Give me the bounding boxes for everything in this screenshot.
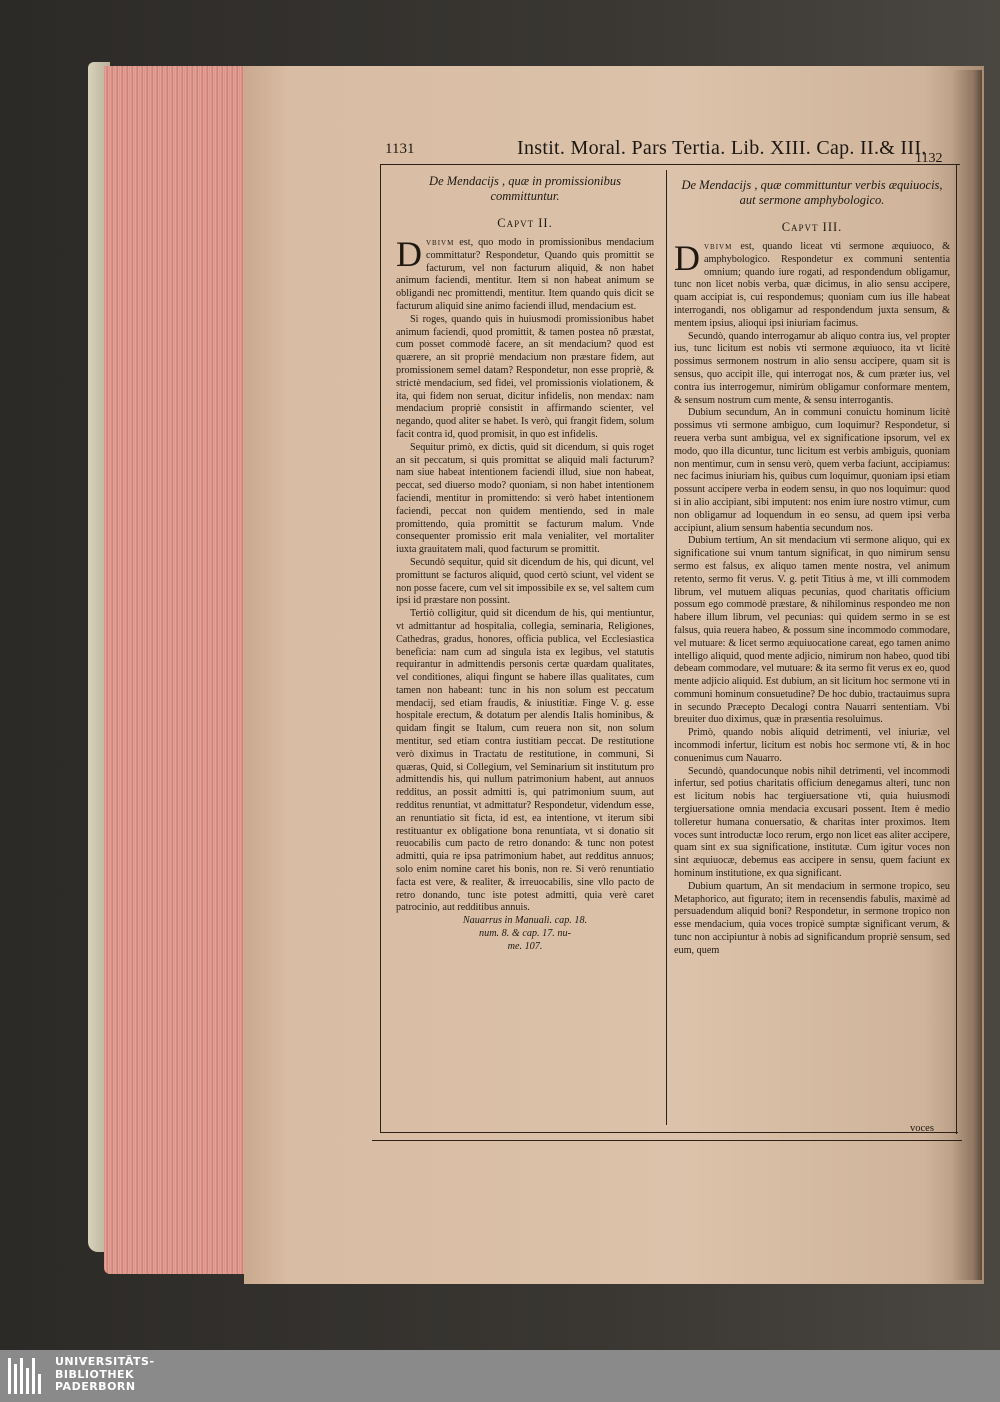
left-page-number: 1131 xyxy=(385,141,415,157)
drop-capital: D xyxy=(674,238,700,278)
opening-word: vbivm xyxy=(704,241,733,252)
library-name-line: PADERBORN xyxy=(55,1380,136,1393)
paragraph: Tertiò colligitur, quid sit dicendum de his, qui mentiuntur, vt admittantur ad hospitalia, collegia, seminaria, Religiones, Cathedras, gradus, honores, officia publica, vel Ecclesiastica beneficia: nam cum ad singula ista ex legibus, vel statutis requirantur in admittendis personis certæ quædam qualitates, vel conditiones, aliqui fingunt se habere illas qualitates, cum tamen non habeant: tunc in his non solum est peccatum mendacij, sed etiam fraudis, & iniustitiæ. Finge V. g. esse hospitale erectum, & dotatum per alendis Italis hominibus, & quidam fingit se Italum, cum reuera non sit, non solum mentitur, sed etiam contra iustitiam peccat. De restitutione verò diximus in Tractatu de restitutione, in communi, Si quæras, Quid, si Collegium, vel Seminarium sit institutum pro admittendis his, qui nullum patrimonium habent, aut annuos redditus, an possit admitti is, qui patrimonium suum, aut redditus renuntiat, vt admittatur? Respondetur, videndum esse, an renuntiatio sit ficta, id est, ea intentione, vt iterum sibi restituantur ex obligatione bona renuntiata, vt si donatio sit reuocabilis cum pacto de retro donando: & tunc non potest admitti, quia re ipsa patrimonium habet, aut redditus annuos; solo enim nomine caret his bonis, non re. Si verò renuntiatio facta est vere, & realiter, & irreuocabilis, sine vllo pacto de retro donando, tunc iste potest admitti, quia verè caret patrocinio, aut redditibus annuis. xyxy=(396,608,654,914)
chapter-heading: Capvt III. xyxy=(781,220,843,234)
citation-line: num. 8. & cap. 17. nu- xyxy=(479,928,571,940)
paragraph: Sequitur primò, ex dictis, quid sit dicendum, si quis roget an sit peccatum, si quis promittat se aliquid mali facturum? nam siue habeat intentionem faciendi illud, siue non habeat, peccat, sed diuerso modo? quoniam, si non habet intentionem faciendi, mentitur in promittendo: si verò habet intentionem faciendi, peccat non quidem mentiendo, sed in male promittendo, quia promittit se facturum malum. Vnde consequenter promissio erit mala venialiter, vel mortaliter iuxta grauitatem mali, quod facturum se promittit. xyxy=(396,441,654,556)
frame-rule-left xyxy=(380,164,381,1132)
paragraph: Primò, quando nobis aliquid detrimenti, vel iniuriæ, vel incommodi infertur, licitum est nobis hoc sermone vti, & in hoc conuenimus cum Nauarro. xyxy=(674,727,950,764)
frame-rule-bottom xyxy=(380,1132,958,1133)
paragraph: Dubium quartum, An sit mendacium in sermone tropico, seu Metaphorico, aut figurato; item in recensendis fabulis, maximè ad persuadendum aliquid boni? Respondetur, in sermone tropico non esse mendacium, quia voces tropicè sumptæ significant verum, & tunc non accipiuntur à nobis ad significandum propriè sensum, sed eum, quem xyxy=(674,880,950,956)
paragraph: Secundò, quandocunque nobis nihil detrimenti, vel incommodi infertur, sed potius charitatis officium denegamus alteri, tunc non est licitum nobis hac tergiuersatione vti, quia huiusmodi tergiuersatione omnia mendacia excusari possent. Item è medio tolleretur humana conuersatio, & charitas inter proximos. Item voces sunt introductæ loco rerum, ergo non licet eas aliter accipere, quam sint ex sua significatione, institutæ. Cum igitur voces non sint æquiuocæ, debemus eas accipere in sensu, quem faciunt ex hominum institutione, ex qua significant. xyxy=(674,765,950,880)
frame-rule-bottom-outer xyxy=(372,1140,962,1141)
library-name-line: BIBLIOTHEK xyxy=(55,1367,135,1381)
library-logo-icon xyxy=(6,1356,48,1396)
paragraph: Dubium tertium, An sit mendacium vti sermone aliquo, qui ex significatione sui vnum tantum significat, in quo nimirum sensu sermo est falsus, ex aliquo tamen mente nostra, vel animum retento, sermo fit verus. V. g. petit Titius à me, vt illi commodem librum, vel mutuem aliquas pecunias, quod charitatis officium possum ego commodè præstare, & nihilominus respondeo me non habere illum librum, vel pecunias: qui quidem sermo in se est falsus, quia reuera habeo, & possum sine incommodo commodare, vel mutuare: & licet sermo æquiuocatione careat, ego tamen animo intelligo aliquid, quod mente adjicio, nimirum non habeo, quod tibi debeam commodare, vel mutuare: & ita sermo fit verus ex eo, quod mente adjicio aliquid. Est dubium, an sit licitum hoc sermone vti in communi hominum consuetudine? De hoc dubio, tractauimus supra in secundo Præcepto Decalogi contra Nauarri sententiam. Vbi breuiter duo diximus, quæ in præsentia resoluimus. xyxy=(674,535,950,726)
section-title: De Mendacijs , quæ committuntur verbis æquiuocis, aut sermone amphybologico. xyxy=(681,178,943,207)
paragraph-text: est, quo modo in promissionibus mendacium committatur? Respondetur, Quando quis promittit se facturum, vel non facturum aliquid, & non habet animum faciendi, mentitur. Item si non habeat animum se obligandi nec promittendi, mentitur. Item quando quis dicit se facturum aliquid sine animo faciendi illud, mendacium est. xyxy=(396,237,654,312)
right-text-column xyxy=(674,178,950,958)
chapter-heading: Capvt II. xyxy=(497,216,553,230)
opening-word: vbivm xyxy=(426,237,455,248)
drop-capital: D xyxy=(396,234,422,274)
red-page-edges xyxy=(104,66,246,1274)
running-title: Instit. Moral. Pars Tertia. Lib. XIII. Cap. II.& III. xyxy=(517,137,927,159)
column-divider xyxy=(666,170,667,1125)
right-page-number: 1132 xyxy=(915,151,943,166)
opening-paragraph xyxy=(674,238,951,331)
left-text-column xyxy=(396,174,654,954)
library-name-line: UNIVERSITÄTS- xyxy=(55,1355,155,1368)
section-title: De Mendacijs , quæ in promissionibus committuntur. xyxy=(429,174,621,203)
catchword: voces xyxy=(910,1123,934,1134)
library-name xyxy=(55,1356,155,1394)
running-head xyxy=(385,137,965,165)
citation-line: Nauarrus in Manuali. cap. 18. xyxy=(462,915,588,927)
frame-rule-top xyxy=(380,164,960,165)
paragraph: Secundò, quando interrogamur ab aliquo contra ius, vel propter ius, tunc licitum est nobis vti sermone æquiuoco, ita vt licitè possimus sermonem nostrum in alio sensu accipere, quam sit is sensus, quo accipit ille, qui interrogat nos, & cum præter ius, vel contra ius interrogemur, nimirùm obligamur conformare mentem, & sensum nostrum cum mente, & sensu interrogantis. xyxy=(674,330,950,406)
opening-paragraph xyxy=(396,234,654,314)
paragraph-text: est, quando liceat vti sermone æquiuoco, & amphybologico. Respondetur ex communi sententia omnium; quando iure rogati, ad respondendum obligamur, tunc non licet nobis verba, quæ dicimus, in alio sensu accipere, quam accipiat is, cui respondemus; quoniam cum ius ille habeat interrogandi, nos obligamur ad respondendum juxta sensum, & mentem ipsius, alioqui ipsi iniuriam facimus. xyxy=(674,241,951,329)
paragraph: Dubium secundum, An in communi conuictu hominum licitè possimus vti sermone ambiguo, cum loquimur? Respondetur, si reuera verba sunt ambigua, vel ex significatione ipsorum, vel ex modo, quo illa dicuntur, tunc licitum est verbis ambiguis, quoniam non mentimur, cum in sensu verò, quem verba faciunt, accipiamus: nec facimus iniuriam his, quibus cum loquimur, quoniam ipsi etiam possunt accipere verba in eodem sensu, in quo nos loquimur: quod si in alio accipiant, sibi imputent: nos enim iure nostro vtimur, cum non obligamur ad loquendum in eo sensu, ad quem ipsi verba accipiunt, alium sensum habentia secundum nos. xyxy=(674,407,950,534)
paragraph: Secundò sequitur, quid sit dicendum de his, qui dicunt, vel promittunt se facturos aliquid, quod certò sciunt, vel vident se non posse facere, cum vel sit impossibile ex se, vel saltem cum ipsi id præstare non possint. xyxy=(396,556,654,607)
paragraph: Si roges, quando quis in huiusmodi promissionibus habet animum faciendi, quod promittit, & tamen postea nõ præstat, cum posset commodè facere, an sit mendacium? quod est quærere, an sit propriè mendacium non præstare fidem, aut promissionem semel datam? Respondetur, non esse propriè, & strictè mendacium, sed fidei, vel promissionis violationem, & ita, qui fidem non seruat, dicitur infidelis, non mendax: nam mendacium propriè consistit in affirmando scienter, vel negando, quod aliter se habet. Is verò, qui frangit fidem, solum facit contra id, quod promisit, in quo est infidelis. xyxy=(396,313,654,440)
frame-rule-right xyxy=(956,164,957,1134)
citation-line: me. 107. xyxy=(507,940,543,952)
